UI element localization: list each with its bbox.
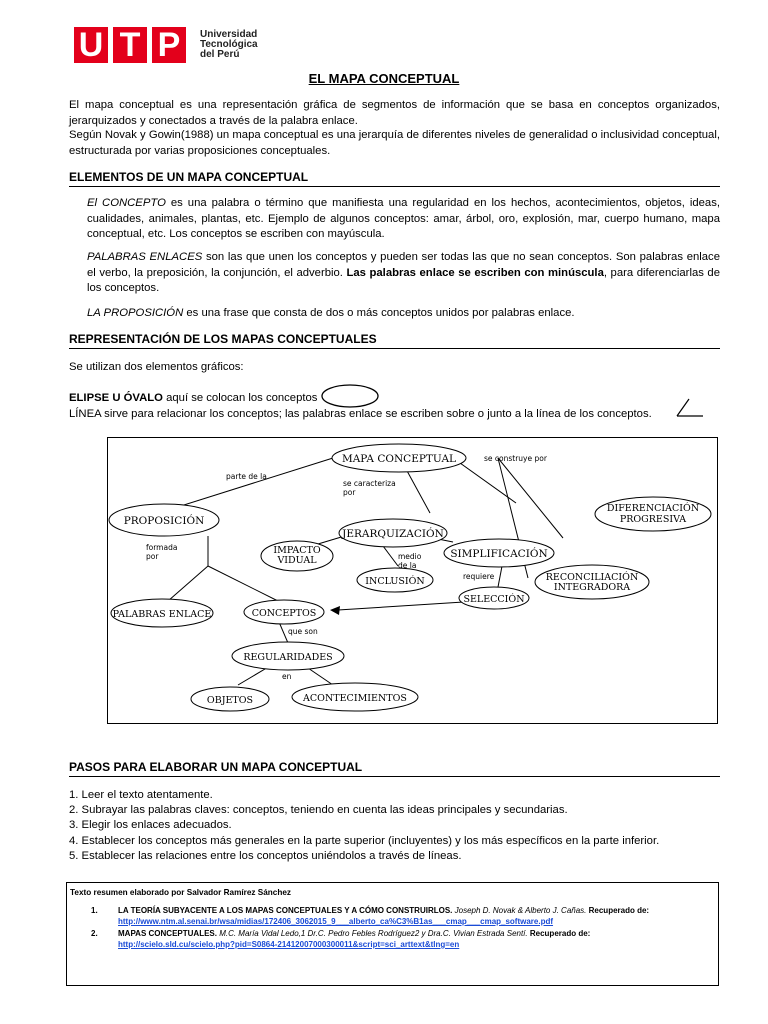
- node-impacto: IMPACTO: [273, 545, 321, 556]
- node-simplificacion: SIMPLIFICACIÓN: [450, 548, 548, 560]
- logo-letter-t: T: [113, 27, 147, 63]
- step-item: 3. Elegir los enlaces adecuados.: [69, 819, 232, 832]
- link-formada-por: por: [146, 552, 159, 561]
- proposicion-paragraph: LA PROPOSICIÓN es una frase que consta de dos o más conceptos unidos por palabras enlace.: [87, 307, 575, 319]
- steps-heading: PASOS PARA ELABORAR UN MAPA CONCEPTUAL: [69, 760, 720, 777]
- node-integradora: INTEGRADORA: [553, 582, 631, 593]
- node-diferenciacion: DIFERENCIACIÓN: [606, 503, 700, 514]
- intro-paragraph-2: Según Novak y Gowin(1988) un mapa conceptual es una jerarquía de diferentes niveles de generalidad o inclusividad conceptual, estructurada por varias proposiciones conceptuales.: [69, 129, 720, 157]
- university-name: Universidad Tecnológica del Perú: [200, 29, 258, 60]
- node-objetos: OBJETOS: [206, 695, 254, 706]
- page-title: EL MAPA CONCEPTUAL: [308, 71, 460, 86]
- ellipse-sample-icon: [320, 382, 382, 410]
- elipse-line: ELIPSE U ÓVALO aquí se colocan los conceptos: [69, 392, 318, 404]
- arrow-head-icon: [330, 606, 340, 615]
- enlaces-term: PALABRAS ENLACES: [87, 251, 203, 263]
- node-inclusion: INCLUSIÓN: [365, 576, 425, 587]
- link-parte-de-la: parte de la: [226, 472, 267, 481]
- link-se-caracteriza: se caracteriza: [343, 479, 396, 488]
- concept-map-lines: [168, 458, 563, 685]
- link-formada: formada: [146, 543, 178, 552]
- step-item: 2. Subrayar las palabras claves: conceptos, teniendo en cuenta las ideas principales y secundarias.: [69, 804, 568, 817]
- node-vidual: VIDUAL: [277, 555, 317, 566]
- logo-letter-u: U: [74, 27, 108, 63]
- link-se-construye-por: se construye por: [484, 454, 547, 463]
- link-medio: medio: [398, 552, 422, 561]
- enlaces-paragraph: PALABRAS ENLACES son las que unen los conceptos y pueden ser todas las que no sean conceptos. Son palabras enlace el verbo, la preposición, la conjunción, el adverbio. Las palabras enlace se escriben con minúscula, para diferenciarlas de los conceptos.: [87, 251, 720, 294]
- node-acontecimientos: ACONTECIMIENTOS: [303, 693, 407, 704]
- node-conceptos: CONCEPTOS: [251, 608, 317, 619]
- node-proposicion: PROPOSICIÓN: [123, 515, 205, 527]
- concepto-paragraph: El CONCEPTO es una palabra o término que manifiesta una regularidad en los hechos, acontecimientos, objetos, ideas, cualidades, animales, plantas, etc. Ejemplo de algunos conceptos: amar, árbol, oro, explosión, mar, cuerpo humano, mapa conceptual, etc. Los conceptos se escriben con mayúscula.: [87, 197, 720, 240]
- link-que-son: que son: [288, 627, 318, 636]
- references-title: Texto resumen elaborado por Salvador Ramírez Sánchez: [70, 888, 291, 897]
- reference-link[interactable]: http://www.ntm.al.senai.br/wsa/midias/172406_3062015_9___alberto_ca%C3%B1as___cmap___cmap_software.pdf: [118, 917, 554, 926]
- logo-letter-p: P: [152, 27, 186, 63]
- representation-intro: Se utilizan dos elementos gráficos:: [69, 361, 244, 373]
- node-jerarquizacion: JERARQUIZACIÓN: [342, 528, 444, 540]
- line-sample-icon: [674, 396, 706, 420]
- proposicion-term: LA PROPOSICIÓN: [87, 307, 184, 319]
- node-regularidades: REGULARIDADES: [243, 652, 333, 663]
- linea-line: LÍNEA sirve para relacionar los conceptos; las palabras enlace se escriben sobre o junto a la línea de los conceptos.: [69, 408, 652, 420]
- steps-list: [69, 788, 659, 864]
- node-progresiva: PROGRESIVA: [619, 514, 687, 525]
- link-requiere: requiere: [463, 572, 495, 581]
- node-seleccion: SELECCIÓN: [463, 594, 525, 605]
- concept-map-figure: [107, 437, 718, 724]
- step-item: 1. Leer el texto atentamente.: [69, 789, 213, 801]
- reference-link[interactable]: http://scielo.sld.cu/scielo.php?pid=S0864-21412007000300011&script=sci_arttext&tlng=en: [118, 940, 460, 949]
- representation-heading: REPRESENTACIÓN DE LOS MAPAS CONCEPTUALES: [69, 332, 720, 349]
- elements-heading: ELEMENTOS DE UN MAPA CONCEPTUAL: [69, 170, 720, 187]
- concepto-term: El CONCEPTO: [87, 197, 166, 209]
- node-mapa-conceptual: MAPA CONCEPTUAL: [341, 453, 457, 465]
- link-de-la: de la: [398, 561, 417, 570]
- intro-paragraph-1: El mapa conceptual es una representación gráfica de segmentos de información que se basa en conceptos organizados, jerarquizados y conectados a través de la palabra enlace.: [69, 99, 720, 127]
- link-en: en: [282, 672, 292, 681]
- node-reconciliacion: RECONCILIACIÓN: [545, 572, 639, 583]
- step-item: 4. Establecer los conceptos más generales en la parte superior (incluyentes) y los más específicos en la parte inferior.: [69, 834, 660, 847]
- link-por: por: [343, 488, 356, 497]
- node-palabras-enlace: PALABRAS ENLACE: [112, 609, 212, 620]
- concept-map-svg: [108, 438, 716, 722]
- step-item: 5. Establecer las relaciones entre los conceptos uniéndolos a través de líneas.: [69, 849, 462, 862]
- references-box: Texto resumen elaborado por Salvador Ramírez Sánchez 1. LA TEORÍA SUBYACENTE A LOS MAPAS CONCEPTUALES Y A CÓMO CONSTRUIRLOS. Joseph D. Novak & Alberto J. Cañas. Recuperado de: http://www.ntm.al.senai.br/wsa/midias/172406_3062015_9___alberto_ca%C3%B1as___cmap___cmap_software.pdf 2. MAPAS CONCEPTUALES. M.C. María Vidal Ledo,1 Dr.C. Pedro Febles Rodríguez2 y Dra.C. Vivian Estrada Sentí. Recuperado de: http://scielo.sld.cu/scielo.php?pid=S0864-21412007000300011&script=sci_arttext&tlng=en: [66, 882, 719, 986]
